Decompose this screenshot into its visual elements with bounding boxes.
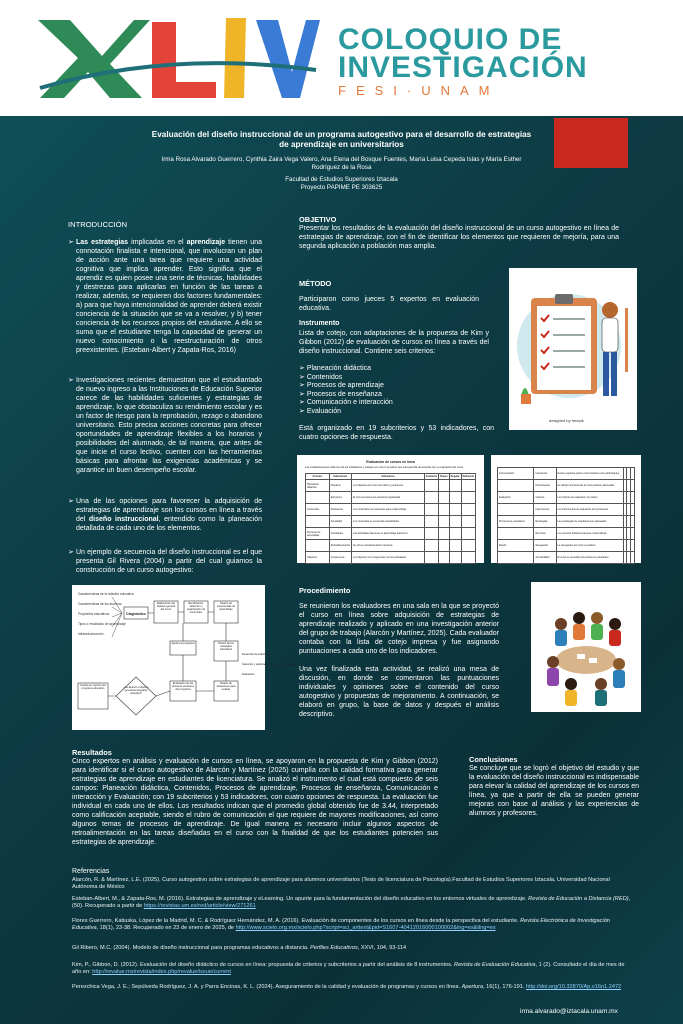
table-row: Accesibilidad El curso es accesible para todos los estudiantes bbox=[498, 552, 635, 564]
bullet-arrow-icon: ➢ bbox=[299, 407, 307, 415]
criterio-item: ➢ Contenidos bbox=[299, 373, 343, 381]
table-row: Procesos de aprendizaje Actividades Las actividades favorecen el aprendizaje autónomo bbox=[306, 528, 476, 540]
resultados-heading: Resultados bbox=[72, 748, 112, 757]
table-row: Objetivos Congruencia Los objetivos son congruentes con las actividades bbox=[306, 552, 476, 564]
poster-header bbox=[0, 0, 683, 116]
diagram-svg bbox=[72, 585, 298, 730]
bullet-arrow-icon: ➢ bbox=[299, 399, 307, 407]
criterio-item: ➢ Evaluación bbox=[299, 407, 342, 415]
reference-2: Esteban-Albert, M., & Zapata-Ros, M. (2016). Estrategias de aprendizaje y eLearning. Un apunte para la fundamentación del diseño educativo en los entornos virtuales de aprendizaje. Revista de Educación a Distancia (RED), (50). Recuperado a partir de https://revistas.um.es/red/article/view/271261 bbox=[72, 896, 631, 909]
checklist-table-1 bbox=[297, 455, 484, 563]
right-item-1: Desarrollo de actividades bbox=[242, 653, 272, 656]
intro-heading: INTRODUCCIÓN bbox=[68, 220, 128, 229]
reference-6-link[interactable]: http://doi.org/10.32870/Ap.v16n1.2472 bbox=[526, 984, 622, 990]
intro-text-p3a: Una de las opciones para favorecer la adquisición de estrategias de aprendizaje son los cursos en línea a través del bbox=[76, 498, 262, 523]
box-contenidos-label: Identificación, selección y organización de contenidos bbox=[186, 602, 206, 614]
instructional-design-diagram bbox=[72, 585, 298, 730]
intro-text-b: tienen una connotación finalista e intencional, que involucran un plan de acción ante una tarea que requiere una actividad cognitiva que implica aprender. Esto significa que el aprendiz es quien posee una serie de técnicas, habilidades y destrezas para aplicarlas en función de las tareas a realizar, además, se requieren dos factores fundamentales: a) para que haya intencionalidad de aprender deberá existir conciencia de la situación que se va a resolver, y b) tener conciencia de los recursos propios del estudiante. A ello se suma que el estudiante tenga la capacidad de generar un nuevo conocimiento o la reestructuración de otros preexistentes. (Esteban-Albert y Zapata-Ros, 2016) bbox=[76, 239, 262, 354]
table-row: Planeación didáctica Objetivos Los objetivos del curso son claros y pertinentes bbox=[306, 480, 476, 492]
criterios-list bbox=[299, 365, 489, 417]
reference-3-link[interactable]: http://www.scielo.org.mx/scielo.php?script=sci_arttext&pid=S1607-40412016000100002&lng=es&tlng=es bbox=[235, 925, 496, 931]
coloquio-line2: INVESTIGACIÓN bbox=[338, 51, 588, 84]
left-item-3: Propósitos educativos bbox=[78, 612, 110, 616]
box-puesta-label: Puesta en marcha del programa educativo bbox=[80, 684, 106, 690]
table-row: Instrumentos Los instrumentos de evaluación son pertinentes bbox=[498, 504, 635, 516]
decision-label: ¿Se alcanzó el objetivo general del programa educativo? bbox=[123, 686, 149, 695]
bullet-arrow-icon: ➢ bbox=[299, 382, 307, 390]
resultados-text: Cinco expertos en análisis y evaluación de cursos en línea, se apoyaron en la propuesta de Kim y Gibbon (2012) para identificar si el curso autogestivo de Alarcón y Martínez (2025) cumplía con la calidad formativa para generar estrategias de aprendizaje en estudiantes de licenciatura. Se analizó el instrumento el cual está compuesto de seis campos: Planeación didáctica, Contenidos, Procesos de aprendizaje, Procesos de enseñanza, Comunicación e interacción y Evaluación; con 19 subcriterios y 53 indicadores, con cuatro opciones de respuesta. La evaluación fue individual en cada uno de ellos. Los resultados indican que el promedio global obtenido fue de 3.44, interpretado como calificación aceptable, siendo el rubro de comunicación el que requiere de mayores modificaciones, así como algunos temas de procesos de aprendizaje. De igual manera es necesario incluir algunos aspectos de retroalimentación en las tareas diseñadas en el curso con la finalidad de que los estudiantes potencien sus estrategias de aprendizaje. bbox=[72, 758, 438, 846]
left-item-5: Infraestructura tec. bbox=[78, 632, 105, 636]
procedimiento-heading: Procedimiento bbox=[299, 586, 351, 595]
intro-bold-estrategias: Las estrategias bbox=[76, 239, 129, 246]
left-item-2: Características de los alumnos bbox=[78, 602, 122, 606]
checklist-grid-1: Criterios Subcriterios Indicadores Excelente Bueno Regular Deficiente Planeación didáctica Objetivos Los objetivos del curso son claros y pertinentes Estructura El curso presenta una estructura organizada Contenidos Relevancia Los contenidos son relevantes para el aprendizaje Actualidad Los contenidos se encuentran actualizados Procesos de aprendizaje Actividades Las actividades favorecen el aprendizaje autónomo Retroalimentación Se ofrece retroalimentación oportuna Objetivos Congruencia Los objetivos son congruentes con las actividades bbox=[305, 473, 476, 564]
project: Proyecto PAPIME PE 303625 bbox=[300, 184, 383, 191]
poster-authors: Irma Rosa Alvarado Guerrero, Cynthia Zaira Vega Valero, Ana Elena del Bosque Fuentes, María Luisa Cepeda Islas y María Esther Rodríguez de la Rosa bbox=[161, 156, 522, 171]
red-square-decoration bbox=[554, 118, 628, 168]
reference-2-link[interactable]: https://revistas.um.es/red/article/view/271261 bbox=[143, 903, 256, 909]
referencias-heading: Referencias bbox=[72, 868, 110, 875]
checklist-grid-2 bbox=[497, 467, 635, 564]
box-objetivo-label: Elaboración del objetivo general del curso bbox=[156, 602, 176, 611]
meeting-illustration bbox=[531, 582, 641, 712]
checklist-illustration bbox=[509, 268, 637, 430]
table-row: Recursos Los recursos didácticos apoyan el aprendizaje bbox=[498, 528, 635, 540]
checklist-table-2 bbox=[491, 455, 641, 563]
criterio-item: ➢ Procesos de enseñanza bbox=[299, 390, 382, 398]
intro-bold-diseno: diseño instruccional bbox=[88, 516, 159, 523]
reference-5-link[interactable]: http://revalue.mx/revista/index.php/revalue/issue/current bbox=[92, 969, 231, 975]
diagnostico-label: Diagnóstico bbox=[126, 612, 146, 616]
reference-1: Alarcón, R. & Martínez, L.E. (2025). Curso autogestivo sobre estrategias de aprendizaje para alumnos universitarios (Tesis de licenciatura de Psicología).Facultad de Estudios Superiores Iztacala, Universidad Nacional Autónoma de México bbox=[72, 877, 610, 890]
metodo-heading: MÉTODO bbox=[299, 279, 332, 288]
reference-5: Kim, P., Gibbon, D. (2012). Evaluación del diseño didáctico de cursos en línea: propuesta de criterios y subcriterios a partir del análisis de 8 instrumentos. Revista de Evaluación Educativa, 1 (2). Consultado el día de mes de año en: http://revalue.mx/revista/index.php/revalue/issue/current bbox=[72, 962, 625, 975]
box-materiales-label: Diseño de los materiales educativos bbox=[218, 642, 234, 651]
table-row: Procesos de enseñanza Estrategias Las estrategias de enseñanza son adecuadas bbox=[498, 516, 635, 528]
contact-email[interactable]: irma.alvarado@iztacala.unam.mx bbox=[520, 1008, 618, 1015]
left-item-1: Características de la relación educativa bbox=[78, 592, 134, 596]
checklist-clipboard-icon bbox=[509, 268, 637, 430]
xliv-logo bbox=[30, 10, 320, 102]
intro-paragraph-1 bbox=[68, 238, 262, 355]
checklist-title: Evaluación de cursos en línea bbox=[366, 460, 415, 464]
fesi-unam: FESI·UNAM bbox=[338, 83, 500, 98]
bullet-arrow-icon: ➢ bbox=[68, 377, 74, 384]
objetivo-heading: OBJETIVO bbox=[299, 215, 337, 224]
box-ajustes-label: Ajustes al programa bbox=[171, 642, 195, 645]
table-row: Estructura El curso presenta una estructura organizada bbox=[306, 492, 476, 504]
criterio-item: ➢ Planeación didáctica bbox=[299, 365, 372, 372]
conclusiones-text: Se concluye que se logró el objetivo del estudio y que la evaluación del diseño instruccional es indispensable para elevar la calidad del aprendizaje de los cursos en línea, ya que a partir de ella se pueden generar mejoras con base al análisis y las experiencias de alumnos y profesores. bbox=[469, 765, 639, 817]
table-row: Herramientas Se utilizan herramientas de comunicación adecuadas bbox=[498, 480, 635, 492]
box-situaciones-label: Diseño de situaciones para evaluar bbox=[216, 682, 236, 691]
bullet-arrow-icon: ➢ bbox=[299, 390, 307, 398]
meeting-group-icon bbox=[531, 582, 641, 712]
criterio-item: ➢ Procesos de aprendizaje bbox=[299, 382, 384, 390]
poster-institution-block bbox=[200, 176, 483, 192]
procedimiento-text-2: Una vez finalizada esta actividad, se realizó una mesa de discusión, en donde se comentaron las puntuaciones individuales y opiniones sobre el contenido del curso autogestivo y propuestas de mejoramiento. A continuación, se elaboró en grupo, la base de datos y después el análisis descriptivo. bbox=[299, 666, 499, 718]
intro-bold-aprendizaje: aprendizaje bbox=[186, 239, 226, 246]
participantes-text: Participaron como jueces 5 expertos en evaluación educativa. bbox=[299, 296, 479, 312]
table-row: Evaluación Criterios Los criterios de evaluación son claros bbox=[498, 492, 635, 504]
freepik-credit: designed by freepik bbox=[549, 418, 584, 423]
instrumento-text: Lista de cotejo, con adaptaciones de la propuesta de Kim y Gibbon (2012) de evaluación de cursos en línea a través del diseño instruccional. Contiene seis criterios: bbox=[299, 330, 489, 355]
intro-paragraph-2 bbox=[68, 376, 262, 475]
instrumento-heading: Instrumento bbox=[299, 320, 340, 327]
coloquio-title bbox=[338, 23, 678, 84]
coloquio-line1: COLOQUIO DE bbox=[338, 23, 563, 56]
intro-text-p3b: , entendido como la planeación detallada de cada uno de los elementos. bbox=[76, 516, 262, 532]
table-row: Retroalimentación Se ofrece retroalimentación oportuna bbox=[306, 540, 476, 552]
left-item-4: Tipos o resultados de aprendizaje bbox=[78, 622, 126, 626]
objetivo-text: Presentar los resultados de la evaluación del diseño instruccional de un curso autogestivo en línea de estrategias de aprendizaje, con el fin de identificar los elementos que requieren de mejoría, para una segunda aplicación a población mas amplia. bbox=[299, 225, 619, 250]
intro-text-a: implicadas en el bbox=[128, 239, 187, 246]
reference-4: Gil Ribero, M.C. (2004). Modelo de diseño instruccional para programas educativos a distancia. Perfiles Educativos, XXVI, 104, 93-114 bbox=[72, 945, 407, 951]
bullet-arrow-icon: ➢ bbox=[68, 239, 74, 246]
table-row: Actualidad Los contenidos se encuentran actualizados bbox=[306, 516, 476, 528]
table-row: Comunicación Interacción Existen espacios para la comunicación entre participantes bbox=[498, 468, 635, 480]
table-row: Diseño Navegación La navegación del curso es intuitiva bbox=[498, 540, 635, 552]
poster-title: Evaluación del diseño instruccional de un programa autogestivo para el desarrollo de estrategias de aprendizaje en universitarios bbox=[151, 130, 532, 149]
bullet-arrow-icon: ➢ bbox=[68, 549, 74, 556]
table-row: Contenidos Relevancia Los contenidos son relevantes para el aprendizaje bbox=[306, 504, 476, 516]
bullet-arrow-icon: ➢ bbox=[299, 373, 307, 381]
procedimiento-text-1: Se reunieron los evaluadores en una sala en la que se proyectó el curso en línea sobre adquisición de estrategias de aprendizaje realizado y aplicado en una investigación anterior del grupo de trabajo (Alarcón y Martínez, 2025). Cada evaluador contaba con la lista de cotejo impresa y fue asignando puntuaciones a cada uno de los indicadores. bbox=[299, 603, 500, 655]
bullet-arrow-icon: ➢ bbox=[299, 365, 307, 372]
right-item-2: Selección y elaboración de materiales didácticos bbox=[242, 663, 298, 666]
conclusiones-heading: Conclusiones bbox=[469, 755, 518, 764]
reference-3: Flores Guerrero, Katiuska, López de la Madrid, M. C. & Rodríguez Hernández, M. A. (2016). Evaluación de componentes de los cursos en línea desde la perspectiva del estudiante. Revista Electrónica de Investigación Educativa, 18(1), 23-38. Recuperado en 23 de enero de 2025, de http://www.scielo.org.mx/scielo.php?script=sci_arttext&pid=S1607-40412016000100002&lng=es&tlng=es bbox=[72, 918, 610, 931]
intro-text-p2: Investigaciones recientes demuestran que el estudiantado de nuevo ingreso a las Instituciones de Educación Superior carece de las habilidades suficientes y estrategias de aprendizaje, lo que obstaculiza su rendimiento escolar y es un factor de riesgo para la reprobación, rezago o abandono universitario. Esto precisa acciones concretas para ofrecer oportunidades de aprendizaje flexibles a los horarios y posibilidades del alumnado, de tal manera, que antes de que inicie el curso lectivo, cuenten con las herramientas básicas para afrontar las exigencias académicas y se garantice un buen desempeño escolar. bbox=[76, 377, 262, 474]
box-evaluacion-label: Evaluación de las primeras versiones del programa bbox=[172, 682, 194, 691]
reference-6: Perezchica Vega, J. E.; Sepúlveda Rodríguez, J. A. y Parra Encinas, K. L. (2024). Aseguramiento de la calidad y evaluación de programas y cursos en línea. Apertura, 16(1), 176-191. http://doi.org/10.32870/Ap.v16n1.2472 bbox=[72, 984, 622, 990]
bullet-arrow-icon: ➢ bbox=[68, 498, 74, 505]
intro-text-p4: Un ejemplo de secuencia del diseño instruccional es el que presenta Gil Rivera (2004) a partir del cual guiamos la construcción de un curso autogestivo: bbox=[76, 549, 262, 574]
box-experiencias-label: Diseño de experiencias de aprendizaje bbox=[216, 602, 236, 611]
intro-paragraph-3 bbox=[68, 497, 262, 533]
organizado-text: Está organizado en 19 subcriterios y 53 indicadores, con cuatro opciones de respuesta. bbox=[299, 425, 494, 441]
criterio-item: ➢ Comunicación e interacción bbox=[299, 399, 393, 407]
checklist-intro: Lea cuidadosamente cada uno de los indicadores y marque con una X la opción que corresponda de acuerdo con su valoración del curso. bbox=[305, 466, 464, 469]
intro-paragraph-4 bbox=[68, 548, 262, 575]
institution: Facultad de Estudios Superiores Iztacala bbox=[285, 176, 398, 183]
right-item-3: Evaluación bbox=[242, 673, 255, 676]
